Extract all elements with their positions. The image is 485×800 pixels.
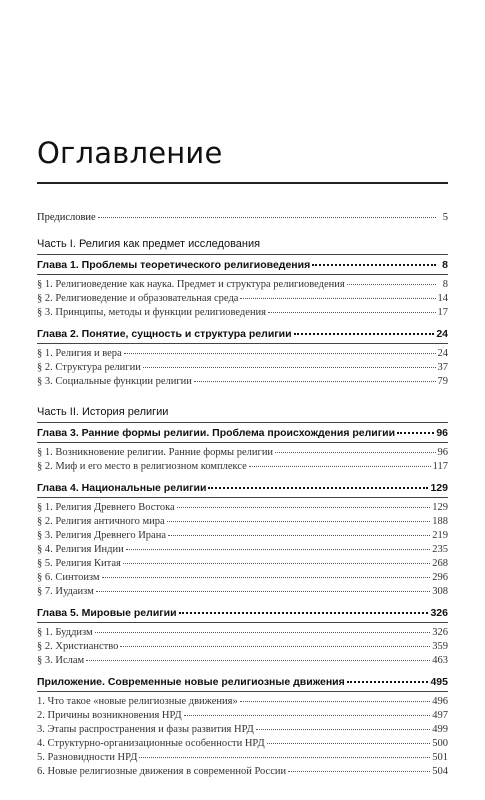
section-page: 129 (432, 502, 448, 513)
section-entry (37, 585, 448, 599)
dot-leader (167, 521, 431, 522)
dot-leader (397, 432, 434, 434)
section-page: 96 (437, 447, 448, 458)
section-page: 14 (437, 293, 448, 304)
chapter-page: 129 (430, 482, 448, 494)
chapter-rule (37, 622, 448, 623)
chapter-entry (37, 426, 448, 440)
dot-leader (184, 715, 431, 716)
appendix-page: 495 (430, 676, 448, 688)
dot-leader (294, 333, 435, 335)
section-entry (37, 571, 448, 585)
section-page: 79 (437, 376, 448, 387)
chapter-page: 8 (442, 259, 448, 271)
section-page: 17 (437, 307, 448, 318)
dot-leader (275, 452, 435, 453)
chapter-label: Глава 4. Национальные религии (37, 482, 207, 494)
section-page: 463 (432, 655, 448, 666)
section-label: § 1. Возникновение религии. Ранние формы религии (37, 447, 274, 458)
appendix-item (37, 765, 448, 779)
section-page: 296 (432, 572, 448, 583)
chapter-rule (37, 497, 448, 498)
appendix-item (37, 751, 448, 765)
section-entry (37, 446, 448, 460)
title-rule (37, 182, 448, 184)
chapter-page: 96 (436, 427, 448, 439)
chapter-label: Глава 3. Ранние формы религии. Проблема происхождения религии (37, 427, 396, 439)
dot-leader (98, 217, 436, 218)
section-page: 219 (432, 530, 448, 541)
chapter-label: Глава 5. Мировые религии (37, 607, 177, 619)
section-page: 188 (432, 516, 448, 527)
section-label: § 2. Миф и его место в религиозном комплексе (37, 461, 247, 472)
section-entry (37, 543, 448, 557)
toc-entry-preface (37, 211, 448, 225)
chapter-rule (37, 274, 448, 275)
appendix-item-page: 499 (432, 724, 448, 735)
appendix-label: Приложение. Современные новые религиозные движения (37, 676, 345, 688)
section-label: § 3. Социальные функции религии (37, 376, 192, 387)
dot-leader (123, 563, 430, 564)
chapter-label: Глава 1. Проблемы теоретического религиоведения (37, 259, 311, 271)
dot-leader (179, 612, 429, 614)
part-rule (37, 422, 448, 423)
section-entry (37, 529, 448, 543)
dot-leader (194, 381, 436, 382)
appendix-item-page: 504 (432, 766, 448, 777)
section-entry (37, 640, 448, 654)
appendix-item (37, 723, 448, 737)
section-page: 308 (432, 586, 448, 597)
section-entry (37, 278, 448, 292)
dot-leader (95, 632, 431, 633)
section-entry (37, 460, 448, 474)
dot-leader (102, 577, 431, 578)
dot-leader (143, 367, 436, 368)
dot-leader (208, 487, 428, 489)
section-label: § 4. Религия Индии (37, 544, 124, 555)
dot-leader (288, 771, 430, 772)
appendix-item-label: 2. Причины возникновения НРД (37, 710, 182, 721)
part-heading: Часть II. История религии (37, 406, 169, 418)
appendix-item-label: 4. Структурно-организационные особенности НРД (37, 738, 265, 749)
section-entry (37, 626, 448, 640)
section-page: 24 (437, 348, 448, 359)
appendix-entry (37, 675, 448, 689)
toc-entry-page: 5 (442, 212, 448, 223)
dot-leader (240, 701, 431, 702)
appendix-item-page: 501 (432, 752, 448, 763)
appendix-item-label: 1. Что такое «новые религиозные движения» (37, 696, 238, 707)
section-label: § 2. Религиоведение и образовательная среда (37, 293, 239, 304)
section-label: § 1. Буддизм (37, 627, 93, 638)
section-entry (37, 375, 448, 389)
chapter-entry (37, 606, 448, 620)
dot-leader (347, 284, 436, 285)
section-label: § 3. Религия Древнего Ирана (37, 530, 166, 541)
section-entry (37, 557, 448, 571)
dot-leader (120, 646, 430, 647)
appendix-item-page: 497 (432, 710, 448, 721)
section-label: § 2. Структура религии (37, 362, 141, 373)
dot-leader (168, 535, 430, 536)
section-entry (37, 361, 448, 375)
section-label: § 3. Ислам (37, 655, 85, 666)
appendix-item-label: 6. Новые религиозные движения в современной России (37, 766, 287, 777)
page-title: Оглавление (37, 136, 223, 170)
chapter-page: 24 (436, 328, 448, 340)
dot-leader (268, 312, 435, 313)
dot-leader (126, 549, 430, 550)
section-label: § 2. Христианство (37, 641, 119, 652)
dot-leader (177, 507, 431, 508)
appendix-rule (37, 691, 448, 692)
section-page: 37 (437, 362, 448, 373)
section-label: § 1. Религия и вера (37, 348, 122, 359)
chapter-page: 326 (430, 607, 448, 619)
appendix-item-label: 3. Этапы распространения и фазы развития НРД (37, 724, 254, 735)
section-label: § 7. Иудаизм (37, 586, 94, 597)
section-label: § 2. Религия античного мира (37, 516, 165, 527)
dot-leader (139, 757, 430, 758)
appendix-item-page: 496 (432, 696, 448, 707)
section-page: 268 (432, 558, 448, 569)
appendix-item (37, 695, 448, 709)
part-rule (37, 254, 448, 255)
appendix-item-label: 5. Разновидности НРД (37, 752, 138, 763)
section-label: § 6. Синтоизм (37, 572, 100, 583)
table-of-contents (37, 211, 448, 779)
section-entry (37, 515, 448, 529)
chapter-label: Глава 2. Понятие, сущность и структура религии (37, 328, 292, 340)
section-label: § 1. Религиоведение как наука. Предмет и структура религиоведения (37, 279, 345, 290)
chapter-entry (37, 258, 448, 272)
section-entry (37, 292, 448, 306)
chapter-entry (37, 481, 448, 495)
section-entry (37, 501, 448, 515)
chapter-rule (37, 343, 448, 344)
chapter-rule (37, 442, 448, 443)
dot-leader (96, 591, 430, 592)
section-page: 235 (432, 544, 448, 555)
appendix-item (37, 709, 448, 723)
section-page: 117 (432, 461, 448, 472)
section-page: 8 (442, 279, 448, 290)
dot-leader (86, 660, 430, 661)
dot-leader (240, 298, 435, 299)
appendix-item-page: 500 (432, 738, 448, 749)
section-label: § 5. Религия Китая (37, 558, 121, 569)
section-label: § 1. Религия Древнего Востока (37, 502, 175, 513)
chapter-entry (37, 327, 448, 341)
dot-leader (267, 743, 431, 744)
part-heading: Часть I. Религия как предмет исследования (37, 238, 261, 250)
dot-leader (249, 466, 431, 467)
section-entry (37, 654, 448, 668)
dot-leader (347, 681, 429, 683)
section-entry (37, 347, 448, 361)
section-label: § 3. Принципы, методы и функции религиоведения (37, 307, 267, 318)
dot-leader (256, 729, 430, 730)
section-page: 359 (432, 641, 448, 652)
appendix-item (37, 737, 448, 751)
section-page: 326 (432, 627, 448, 638)
dot-leader (124, 353, 436, 354)
section-entry (37, 306, 448, 320)
dot-leader (312, 264, 436, 266)
toc-entry-label: Предисловие (37, 212, 96, 223)
